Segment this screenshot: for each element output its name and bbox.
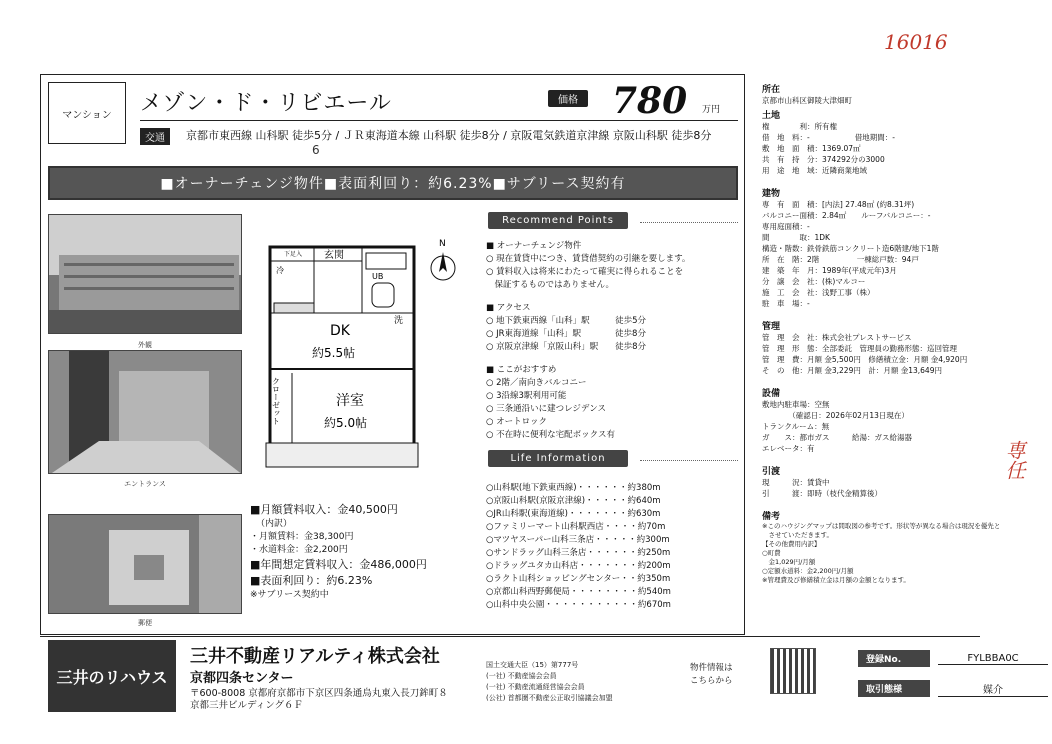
- property-name: メゾン・ド・リビエール: [140, 91, 392, 116]
- life-item: ○マツヤスーパー山科三条店・・・・・約300m: [486, 535, 670, 545]
- price-label: 価格: [548, 90, 588, 107]
- recommend-owner: [486, 240, 690, 292]
- land-row: 用 途 地 域：近隣商業地域: [762, 166, 867, 175]
- north-compass-icon: [428, 236, 458, 292]
- remarks-row: ※管理費及び修繕積立金は月額の金額となります。: [762, 576, 910, 584]
- remarks-row: させていただきます。: [762, 531, 833, 539]
- point-line: ○ 3沿線3駅利用可能: [486, 391, 567, 401]
- equip-row: 敷地内駐車場：空無: [762, 400, 830, 409]
- remarks-title: 備考: [762, 512, 781, 522]
- closet-label: クローゼット: [271, 377, 281, 425]
- price-unit: 万円: [702, 105, 721, 115]
- registration-row: [858, 650, 1048, 667]
- equip-row: ガ ス：都市ガス 給湯：ガス給湯器: [762, 433, 912, 442]
- exterior-caption: 外観: [138, 341, 152, 349]
- license-line: 国土交通大臣（15）第777号: [486, 661, 579, 669]
- remarks-row: 金1,029円/月額: [762, 558, 816, 566]
- shoe-storage-label: 下足入: [284, 251, 303, 258]
- mgmt-row: 管 理 形 態：全部委託 管理員の勤務形態：巡回管理: [762, 344, 957, 353]
- headline-banner: ■オーナーチェンジ物件■表面利回り：約6.23%■サブリース契約有: [48, 166, 738, 200]
- land-row: 権 利：所有権: [762, 122, 837, 131]
- license-line: (一社) 不動産流通経営協会会員: [486, 683, 585, 691]
- recommend-points: [486, 364, 615, 442]
- life-item: ○JR山科駅(東海道線)・・・・・・・約630m: [486, 509, 661, 519]
- mgmt-title: 管理: [762, 322, 781, 332]
- point-line: ○ 三条通沿いに建つレジデンス: [486, 404, 606, 414]
- deal-value: 媒介: [938, 681, 1048, 697]
- company-name: 三井不動産リアルティ株式会社: [190, 646, 440, 667]
- reg-label: 登録No.: [858, 650, 930, 667]
- equip-title: 設備: [762, 389, 781, 399]
- divider: [640, 460, 738, 461]
- life-item: ○京阪山科駅(京阪京津線)・・・・・約640m: [486, 496, 661, 506]
- header-divider: [140, 120, 738, 121]
- building-row: 分 譲 会 社：(株)マルコー: [762, 277, 866, 286]
- equip-row: エレベータ：有: [762, 444, 815, 453]
- equip-row: トランクルーム：無: [762, 422, 830, 431]
- handover-title: 引渡: [762, 467, 781, 477]
- qr-code-icon[interactable]: [770, 648, 816, 694]
- reg-value: FYLBBA0C: [938, 653, 1048, 665]
- land-row: 共 有 持 分：374292分の3000: [762, 155, 885, 164]
- point-line: ○ 2階／南向きバルコニー: [486, 378, 587, 388]
- building-row: 施 工 会 社：浅野工事（株）: [762, 288, 875, 297]
- life-item: ○ラクト山科ショッピングセンター・・約350m: [486, 574, 671, 584]
- point-line: ○ オートロック: [486, 417, 547, 427]
- life-item: ○京都山科西野郵便局・・・・・・・・約540m: [486, 587, 671, 597]
- mailbox-photo: [48, 514, 242, 614]
- life-list: [486, 482, 671, 612]
- life-item: ○山科駅(地下鉄東西線)・・・・・・約380m: [486, 483, 661, 493]
- room-label: 洋室: [336, 393, 364, 409]
- exterior-photo: [48, 214, 242, 334]
- handover-row: 現 況：賃貸中: [762, 478, 830, 487]
- building-row: 駐 車 場：-: [762, 299, 810, 308]
- building-row: 専 有 面 積：[内法] 27.48㎡ (約8.31坪): [762, 200, 915, 209]
- fridge-label: 冷: [276, 266, 284, 275]
- branch-name: 京都四条センター: [190, 671, 294, 686]
- points-title: ■ ここがおすすめ: [486, 365, 557, 375]
- license-info: [486, 660, 613, 704]
- breakdown-title: （内訳）: [256, 519, 293, 529]
- recommend-heading: Recommend Points: [488, 212, 628, 229]
- handover-row: 引 渡：即時（枝代金精算後）: [762, 489, 882, 498]
- entrance-caption: エントランス: [124, 480, 166, 488]
- building-row: バルコニー面積：2.84㎡ ルーフバルコニー：-: [762, 211, 931, 220]
- building-row: 所 在 階：2階 一棟総戸数：94戸: [762, 255, 919, 264]
- land-row: 借 地 料：- 借地期間：-: [762, 133, 895, 142]
- mgmt-row: そ の 他：月額 金3,229円 計：月額 金13,649円: [762, 366, 942, 375]
- breakdown-item: ・水道料金：金2,200円: [250, 545, 348, 555]
- recommend-access: [486, 302, 646, 354]
- annual-rent: ■年間想定賃料収入：金486,000円: [250, 558, 427, 571]
- price-value: 780: [612, 80, 688, 122]
- breakdown-item: ・月額賃料：金38,300円: [250, 532, 354, 542]
- entrance-photo: [48, 350, 242, 474]
- qr-caption-line: 物件情報は: [690, 663, 733, 673]
- north-label: N: [439, 239, 446, 249]
- traffic-label: 交通: [140, 128, 170, 145]
- equip-row: （確認日：2026年02月13日現在）: [762, 411, 909, 420]
- land-title: 土地: [762, 111, 781, 121]
- access-title: ■ アクセス: [486, 303, 531, 313]
- room-size: 約5.0帖: [324, 416, 368, 430]
- rent-block: [250, 502, 427, 602]
- point-line: ○ 不在時に便利な宅配ボックス有: [486, 430, 616, 440]
- sublease-note: ※サブリース契約中: [250, 590, 329, 600]
- property-type: マンション: [48, 82, 126, 144]
- deal-label: 取引態様: [858, 680, 930, 697]
- traffic-text: 京都市東西線 山科駅 徒歩5分 / ＪＲ東海道本線 山科駅 徒歩8分 / 京阪電気鉄道京津線 京阪山科駅 徒歩8分: [186, 129, 712, 142]
- dk-label: DK: [330, 323, 350, 339]
- location-value: 京都市山科区御陵大津畑町: [762, 96, 852, 105]
- washer-label: 洗: [394, 316, 404, 326]
- access-line: ○ JR東海道線「山科」駅 徒歩8分: [486, 329, 646, 339]
- owner-line: ○ 賃料収入は将来にわたって確実に得られることを: [486, 267, 684, 277]
- life-item: ○ファミリーマート山科駅西店・・・・約70m: [486, 522, 666, 532]
- address-line: 〒600-8008 京都府京都市下京区四条通烏丸東入長刀鉾町８: [190, 688, 448, 699]
- remarks-row: ※このハウジングマップは間取図の参考です。形状等が異なる場合は現況を優先と: [762, 522, 1001, 530]
- remarks-row: 【その他費用内訳】: [762, 540, 821, 548]
- life-heading: Life Information: [488, 450, 628, 467]
- floor-plan: [262, 243, 422, 473]
- deal-row: [858, 680, 1048, 697]
- handwritten-side-note: 専任: [1002, 440, 1026, 480]
- mgmt-row: 管 理 費：月額 金5,500円 修繕積立金：月額 金4,920円: [762, 355, 968, 364]
- owner-title: ■ オーナーチェンジ物件: [486, 241, 582, 251]
- address-line: 京都三井ビルディング６Ｆ: [190, 700, 304, 711]
- access-line: ○ 京阪京津線「京阪山科」駅 徒歩8分: [486, 342, 647, 352]
- qr-caption-line: こちらから: [690, 676, 733, 686]
- remarks-row: ○町費: [762, 549, 781, 557]
- building-row: 間 取：1DK: [762, 233, 830, 242]
- owner-line: 保証するものではありません。: [486, 280, 615, 290]
- access-line: ○ 地下鉄東西線「山科」駅 徒歩5分: [486, 316, 647, 326]
- license-line: (一社) 不動産協会会員: [486, 672, 557, 680]
- mailbox-caption: 郵便: [138, 619, 152, 627]
- life-item: ○ドラッグユタカ山科店・・・・・・・約200m: [486, 561, 671, 571]
- dk-size: 約5.5帖: [312, 346, 356, 360]
- building-row: 専用庭面積：-: [762, 222, 810, 231]
- location-title: 所在: [762, 85, 781, 95]
- qr-caption: [690, 662, 733, 688]
- land-row: 敷 地 面 積：1369.07㎡: [762, 144, 861, 153]
- surface-yield: ■表面利回り：約6.23%: [250, 574, 373, 587]
- company-address: [190, 688, 448, 712]
- owner-line: ○ 現在賃貸中につき、賃貸借契約の引継を要します。: [486, 254, 691, 264]
- mgmt-row: 管 理 会 社：株式会社プレストサービス: [762, 333, 912, 342]
- building-title: 建物: [762, 189, 781, 199]
- building-row: 構造・階数：鉄骨鉄筋コンクリート造6階建/地下1階: [762, 244, 939, 253]
- handwritten-id: 16016: [884, 30, 948, 54]
- spec-column: [762, 82, 1002, 585]
- handwritten-six: 6: [312, 143, 320, 157]
- building-row: 建 築 年 月：1989年(平成元年)3月: [762, 266, 897, 275]
- divider: [640, 222, 738, 223]
- license-line: (公社) 首都圏不動産公正取引協議会加盟: [486, 694, 613, 702]
- life-item: ○山科中央公園・・・・・・・・・・・約670m: [486, 600, 671, 610]
- rehouse-logo: 三井のリハウス: [48, 640, 176, 712]
- life-item: ○サンドラッグ山科三条店・・・・・・約250m: [486, 548, 671, 558]
- genkan-label: 玄関: [324, 250, 344, 261]
- monthly-rent: ■月額賃料収入：金40,500円: [250, 503, 398, 516]
- remarks-row: ○定額水道料：金2,200円/月額: [762, 567, 854, 575]
- ub-label: UB: [372, 272, 384, 281]
